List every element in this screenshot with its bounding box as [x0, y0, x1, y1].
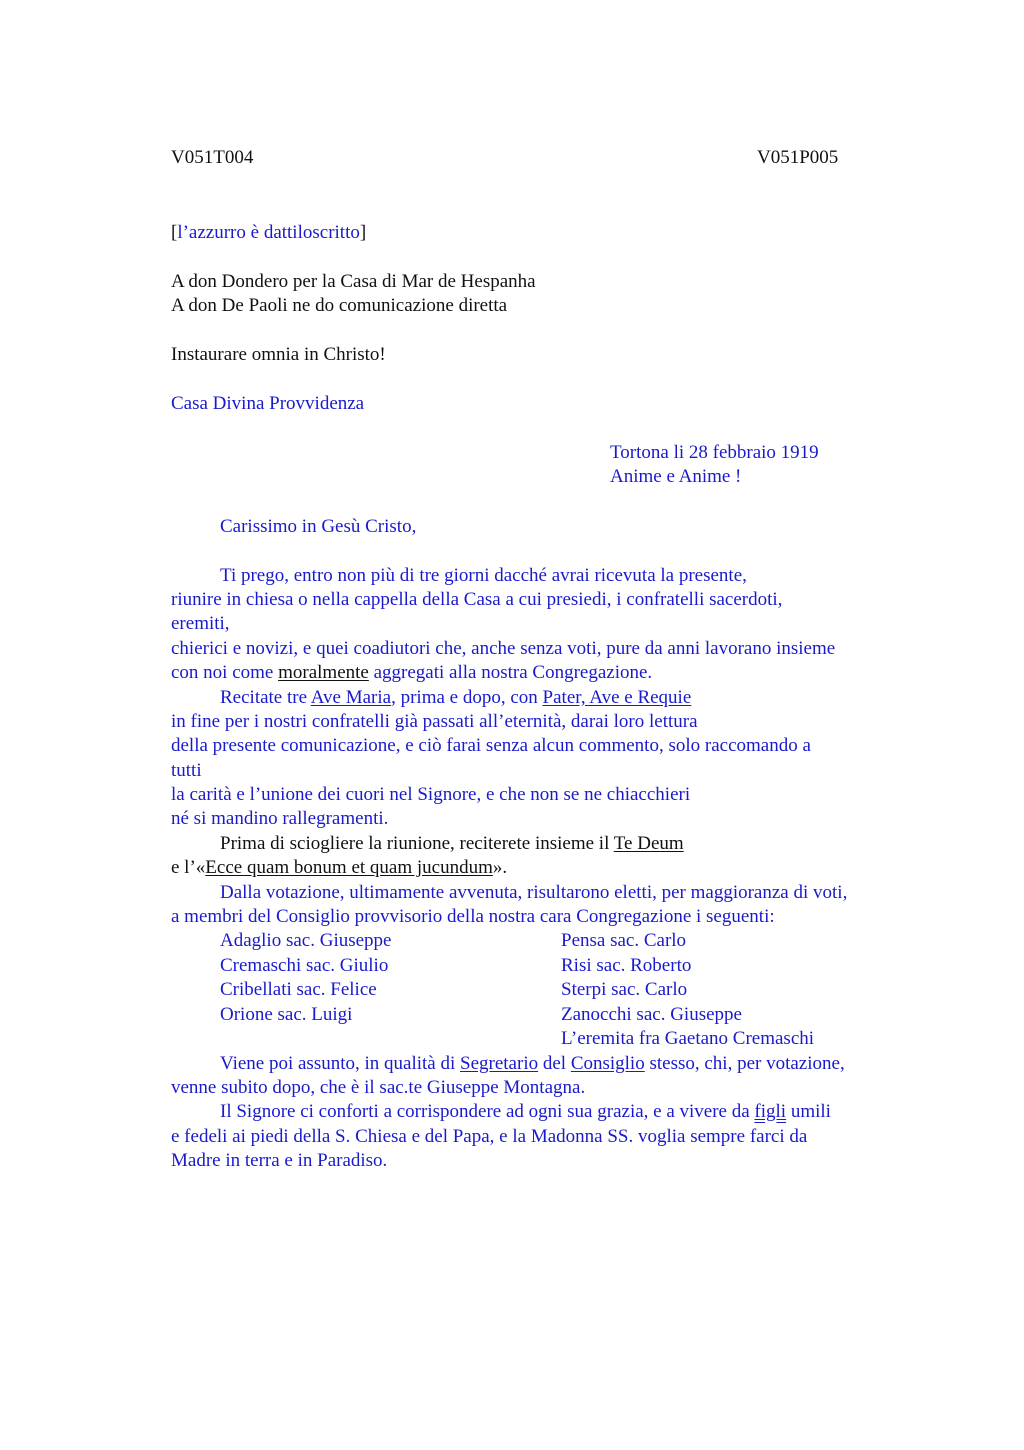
underlined-moralmente: moralmente — [278, 662, 369, 683]
body-line: con noi come moralmente aggregati alla nostra Congregazione. — [171, 662, 653, 683]
body-line: né si mandino rallegramenti. — [171, 808, 389, 829]
body-line: Recitate tre Ave Maria, prima e dopo, con Pater, Ave e Requie — [220, 687, 692, 708]
underlined-ecce-quam-bonum: Ecce quam bonum et quam jucundum — [205, 857, 493, 878]
underlined-segretario: Segretario — [460, 1053, 539, 1074]
body-line: Dalla votazione, ultimamente avvenuta, risultarono eletti, per maggioranza di voti, — [220, 882, 848, 903]
body-line: e l’«Ecce quam bonum et quam jucundum». — [171, 857, 508, 878]
letterhead: Casa Divina Provvidenza — [171, 393, 365, 414]
body-line: Ti prego, entro non più di tre giorni dacché avrai ricevuta la presente, — [220, 565, 747, 586]
body-line: della presente comunicazione, e ciò farai senza alcun commento, solo raccomando a — [171, 735, 811, 756]
addressee-line-2: A don De Paoli ne do comunicazione diretta — [171, 295, 508, 316]
addressee-line-1: A don Dondero per la Casa di Mar de Hespanha — [171, 271, 536, 292]
body-line: chierici e novizi, e quei coadiutori che, anche senza voti, pure da anni lavorano insieme — [171, 638, 836, 659]
salutation: Carissimo in Gesù Cristo, — [220, 516, 417, 537]
underlined-te-deum: Te Deum — [613, 833, 684, 854]
closing-line: Madre in terra e in Paradiso. — [171, 1150, 388, 1171]
transcription-note: [l’azzurro è dattiloscritto] — [171, 222, 367, 243]
motto-anime: Anime e Anime ! — [610, 466, 742, 487]
body-line: la carità e l’unione dei cuori nel Signore, e che non se ne chiacchieri — [171, 784, 691, 805]
underlined-pater-ave-requie: Pater, Ave e Requie — [542, 687, 692, 708]
body-line: tutti — [171, 760, 202, 781]
body-line: riunire in chiesa o nella cappella della Casa a cui presiedi, i confratelli sacerdoti, — [171, 589, 783, 610]
elected-member: Orione sac. Luigi — [220, 1004, 353, 1025]
underlined-consiglio: Consiglio — [570, 1053, 645, 1074]
body-line: Prima di sciogliere la riunione, reciterete insieme il Te Deum — [220, 833, 684, 854]
elected-member: L’eremita fra Gaetano Cremaschi — [561, 1028, 815, 1049]
underlined-figli: figli — [754, 1101, 787, 1122]
place-date: Tortona li 28 febbraio 1919 — [610, 442, 819, 463]
closing-line: venne subito dopo, che è il sac.te Giuseppe Montagna. — [171, 1077, 586, 1098]
body-line: eremiti, — [171, 613, 230, 634]
body-line: in fine per i nostri confratelli già passati all’eternità, darai loro lettura — [171, 711, 698, 732]
elected-member: Cremaschi sac. Giulio — [220, 955, 389, 976]
closing-line: Viene poi assunto, in qualità di Segretario del Consiglio stesso, chi, per votazione, — [220, 1053, 845, 1074]
elected-member: Pensa sac. Carlo — [561, 930, 687, 951]
motto: Instaurare omnia in Christo! — [171, 344, 386, 365]
closing-line: e fedeli ai piedi della S. Chiesa e del Papa, e la Madonna SS. voglia sempre farci da — [171, 1126, 808, 1147]
header-left-code: V051T004 — [171, 147, 254, 168]
closing-line: Il Signore ci conforti a corrispondere ad ogni sua grazia, e a vivere da figli umili — [220, 1101, 831, 1122]
header-right-code: V051P005 — [757, 147, 839, 168]
elected-member: Cribellati sac. Felice — [220, 979, 377, 1000]
body-line: a membri del Consiglio provvisorio della nostra cara Congregazione i seguenti: — [171, 906, 775, 927]
elected-member: Adaglio sac. Giuseppe — [220, 930, 392, 951]
elected-member: Zanocchi sac. Giuseppe — [561, 1004, 742, 1025]
elected-member: Sterpi sac. Carlo — [561, 979, 688, 1000]
underlined-ave-maria: Ave Maria — [310, 687, 392, 708]
elected-member: Risi sac. Roberto — [561, 955, 692, 976]
